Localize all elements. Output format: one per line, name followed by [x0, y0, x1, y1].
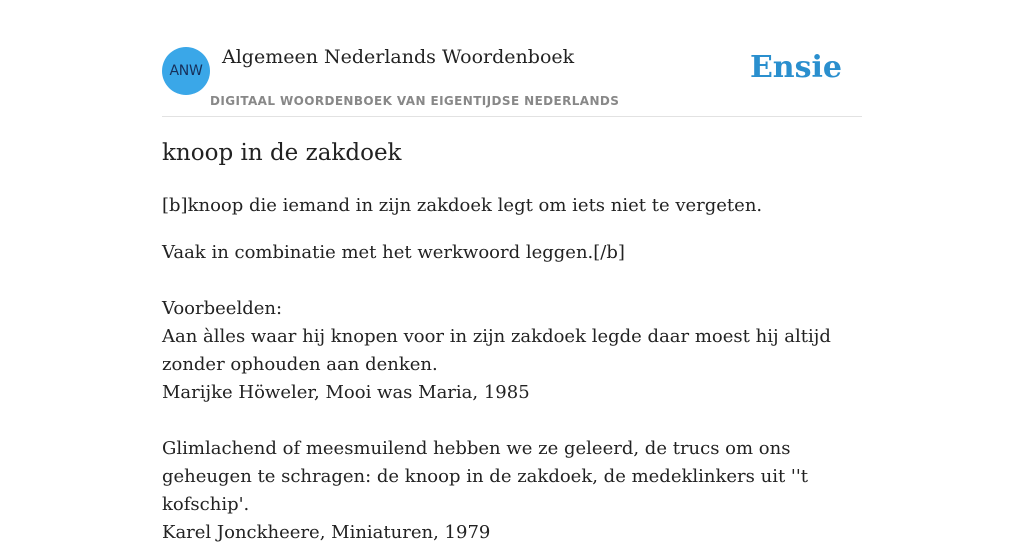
example-quote: Aan àlles waar hij knopen voor in zijn zakdoek legde daar moest hij altijd zonder ophouden aan denken.	[162, 326, 831, 375]
anw-logo[interactable]: ANW	[162, 47, 210, 95]
site-subtitle: DIGITAAL WOORDENBOEK VAN EIGENTIJDSE NEDERLANDS	[210, 94, 620, 108]
body-line-blank	[162, 407, 862, 435]
example-quote: Glimlachend of meesmuilend hebben we ze geleerd, de trucs om ons geheugen te schragen: de knoop in de zakdoek, de medeklinkers uit ''t kofschip'.	[162, 438, 809, 515]
entry-definition: [b]knoop die iemand in zijn zakdoek legt om iets niet te vergeten.	[162, 195, 763, 216]
entry-body	[162, 239, 862, 547]
body-line-blank	[162, 267, 862, 295]
site-header	[162, 0, 862, 117]
examples-heading: Voorbeelden:	[162, 298, 283, 319]
ensie-logo-link[interactable]: Ensie	[749, 50, 842, 85]
site-title[interactable]: Algemeen Nederlands Woordenboek	[222, 46, 575, 68]
example-source: Marijke Höweler, Mooi was Maria, 1985	[162, 382, 530, 403]
example-source: Karel Jonckheere, Miniaturen, 1979	[162, 522, 491, 543]
body-line: Vaak in combinatie met het werkwoord leggen.[/b]	[162, 242, 625, 263]
entry-title: knoop in de zakdoek	[162, 140, 402, 166]
page-container	[162, 0, 862, 543]
